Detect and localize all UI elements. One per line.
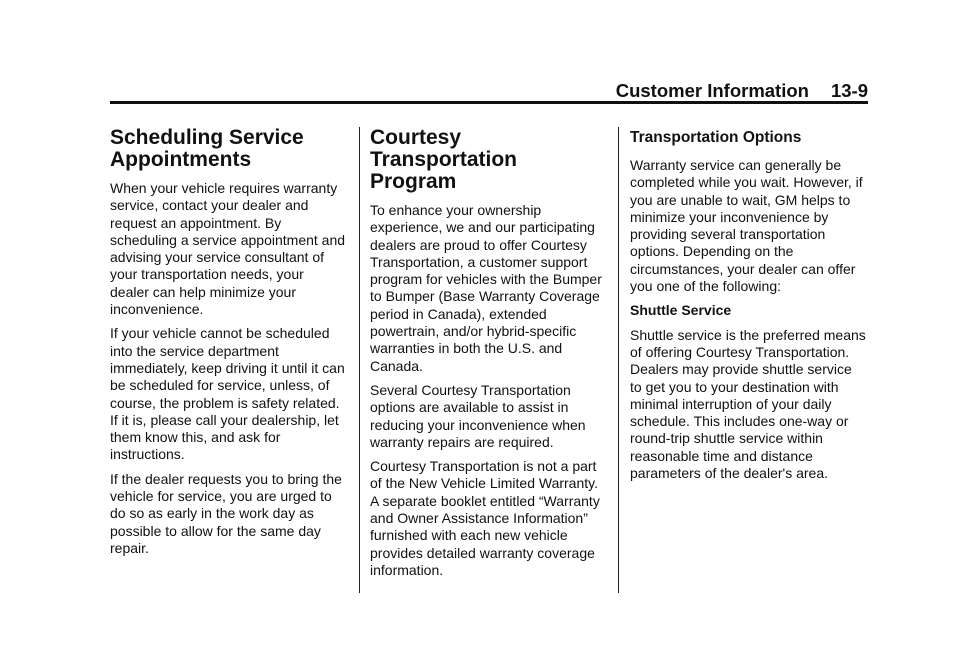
heading-line-1: Scheduling Service [110,126,304,149]
heading-line-2: Program [370,170,457,193]
column-courtesy-transportation [370,127,606,586]
subheading-shuttle-service: Shuttle Service [630,302,732,319]
column-transportation-options [630,128,866,489]
paragraph: If your vehicle cannot be scheduled into the service department immediately, keep driving it until it can be scheduled for service, unless, of course, the problem is safety related. If it is, please call your dealership, let them know this, and ask for instructions. [110,325,345,463]
paragraph: To enhance your ownership experience, we and our participating dealers are proud to offer Courtesy Transportation, a customer support program for vehicles with the Bumper to Bumper (Base Warranty Coverage period in Canada), extended powertrain, and/or hybrid-specific warranties in both the U.S. and Canada. [370,202,602,374]
paragraph: Warranty service can generally be completed while you wait. However, if you are unable to wait, GM helps to minimize your inconvenience by providing several transportation options. Depending on the circumstances, your dealer can offer you one of the following: [630,157,863,295]
heading-courtesy-transportation-program [370,127,606,193]
column-divider [618,127,619,593]
heading-line-1: Courtesy Transportation [370,126,518,171]
column-scheduling-service [110,127,346,564]
section-title: Customer Information [615,80,809,101]
page-number: 13-9 [830,80,868,101]
paragraph: Shuttle service is the preferred means of offering Courtesy Transportation. Dealers may provide shuttle service to get you to your destination with minimal interruption of your daily schedule. This includes one-way or round-trip shuttle service within reasonable time and distance parameters of the dealer's area. [630,326,866,482]
running-header [110,80,868,102]
column-divider [359,127,360,593]
paragraph: Courtesy Transportation is not a part of the New Vehicle Limited Warranty. A separate booklet entitled “Warranty and Owner Assistance Information” furnished with each new vehicle provides detailed warranty coverage information. [370,458,600,578]
paragraph: Several Courtesy Transportation options are available to assist in reducing your inconvenience when warranty repairs are required. [370,381,586,450]
paragraph: When your vehicle requires warranty service, contact your dealer and request an appointment. By scheduling a service appointment and advising your service consultant of your transportation needs, your dealer can help minimize your inconvenience. [110,180,346,318]
header-rule [110,101,868,104]
paragraph: If the dealer requests you to bring the vehicle for service, you are urged to do so as early in the work day as possible to allow for the same day repair. [110,470,342,556]
heading-scheduling-service-appointments [110,127,346,171]
heading-transportation-options: Transportation Options [630,129,802,146]
heading-line-2: Appointments [110,148,252,171]
